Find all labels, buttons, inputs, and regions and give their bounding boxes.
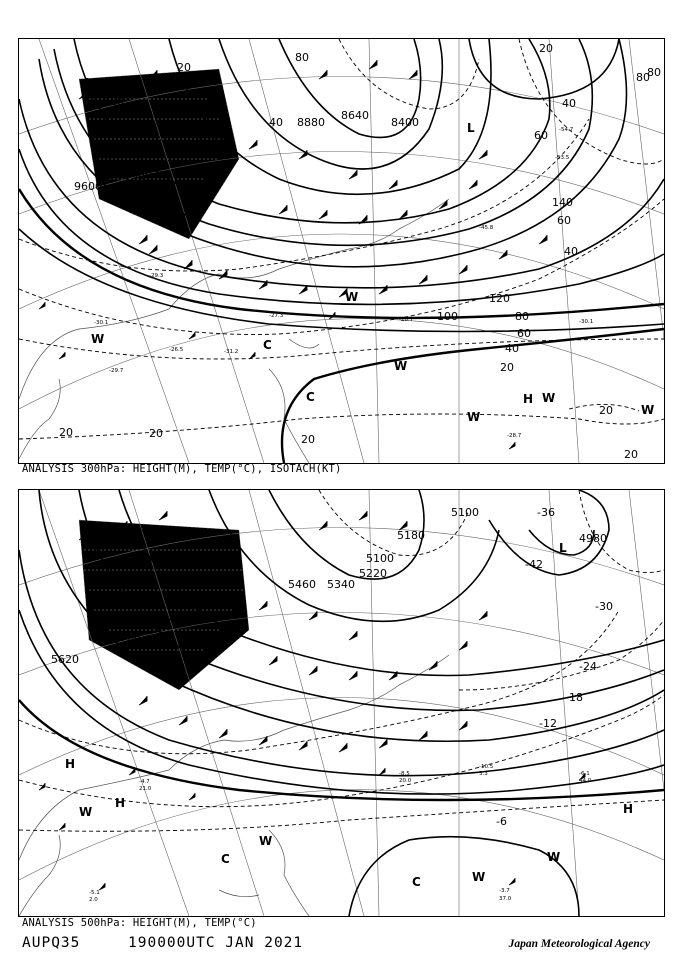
isotach-label-10: 100: [437, 310, 458, 323]
map-500hpa-canvas: [19, 490, 664, 916]
isotach-label-15: 20: [539, 42, 553, 55]
warm-center-symbol-0: W: [91, 332, 105, 346]
isotach-label-3: 80: [295, 51, 309, 64]
isotherm-label-1: -36: [537, 506, 555, 519]
cold-center-symbol-1: C: [306, 390, 315, 404]
temp-label-8: -28.7: [507, 433, 522, 439]
map-500hpa-caption: ANALYSIS 500hPa: HEIGHT(M), TEMP(°C): [22, 917, 257, 929]
warm-center-symbol-1: W: [259, 834, 273, 848]
height-label-4: 8640: [341, 109, 369, 122]
warm-center-symbol-5: W: [641, 403, 655, 417]
station-value-0: -8.5: [399, 771, 410, 777]
map-300hpa-canvas: [19, 39, 664, 463]
cold-center-symbol-1: C: [412, 875, 421, 889]
height-label-2: 9600: [74, 180, 102, 193]
station-value-9: 21.0: [139, 786, 152, 792]
station-value-8: -4.7: [139, 779, 150, 785]
warm-center-symbol-2: W: [472, 870, 486, 884]
high-center-symbol-2: H: [623, 802, 634, 816]
high-center-symbol: H: [523, 392, 534, 406]
isotach-label-5: 20: [177, 61, 191, 74]
temp-label-2: -45.8: [479, 225, 494, 231]
isotach-label-22: 20: [149, 427, 163, 440]
isotherm-label-0: -42: [525, 558, 543, 571]
height-label-3: 5340: [327, 578, 355, 591]
isotach-label-17: 140: [552, 196, 573, 209]
temp-label-6: -29.7: [109, 368, 124, 374]
isotach-label-1: 120: [103, 95, 124, 108]
temp-label-10: -27.3: [269, 313, 284, 319]
height-label-7: 5700: [113, 631, 141, 644]
low-center-symbol: L: [467, 121, 475, 135]
isotherm-label-2: -30: [595, 600, 613, 613]
isotach-label-4: 40: [269, 116, 283, 129]
high-center-symbol-1: H: [115, 796, 126, 810]
isotach-label-20: 80: [647, 66, 661, 79]
height-label-9: 5180: [397, 529, 425, 542]
map-300hpa: [18, 38, 665, 464]
station-value-10: -5.1: [89, 890, 100, 896]
temp-label-0: -54.7: [559, 127, 574, 133]
station-value-2: -10.5: [479, 764, 494, 770]
warm-center-symbol-3: W: [547, 850, 561, 864]
station-value-3: 3.3: [479, 771, 488, 777]
isotach-label-7: 60: [534, 129, 548, 142]
height-label-1: 5100: [366, 552, 394, 565]
isotach-label-9: 120: [489, 292, 510, 305]
station-value-6: -3.7: [499, 888, 510, 894]
isotach-label-13: 40: [505, 342, 519, 355]
valid-time: 190000UTC JAN 2021: [128, 935, 304, 951]
temp-label-4: -28.7: [399, 317, 414, 323]
warm-center-symbol-1: W: [345, 290, 359, 304]
station-plots: [89, 764, 592, 903]
coastlines: [19, 655, 449, 916]
isotach-label-19: 40: [564, 245, 578, 258]
height-label-1: 9360: [124, 169, 152, 182]
isotach-label-12: 60: [517, 327, 531, 340]
isotach-label-2: 100: [119, 126, 140, 139]
isotach-label-14: 20: [500, 361, 514, 374]
product-code: AUPQ35: [22, 935, 81, 951]
height-label-5: 5580: [204, 597, 232, 610]
temp-label-3: -29.3: [149, 273, 164, 279]
isotach-label-8: 80: [636, 71, 650, 84]
station-value-1: 20.0: [399, 778, 412, 784]
low-center-symbol: L: [559, 541, 567, 555]
isotach-label-21: 20: [59, 426, 73, 439]
isotherm-label-6: -6: [496, 815, 507, 828]
temp-label-1: -53.5: [555, 155, 570, 161]
station-value-4: -6.1: [579, 771, 590, 777]
height-label-4: 5460: [288, 578, 316, 591]
height-label-2: 5220: [359, 567, 387, 580]
station-value-11: 2.0: [89, 897, 98, 903]
isotach-label-16: 60: [557, 214, 571, 227]
isotach-label-11: 80: [515, 310, 529, 323]
height-label-5: 8400: [391, 116, 419, 129]
warm-center-symbol-2: W: [394, 359, 408, 373]
isotach-label-23: 20: [301, 433, 315, 446]
cold-center-symbol-0: C: [221, 852, 230, 866]
map-300hpa-caption: ANALYSIS 300hPa: HEIGHT(M), TEMP(°C), ISOTACH(KT): [22, 463, 342, 475]
isotach-label-18: 20: [599, 404, 613, 417]
height-label-0: 9120: [199, 131, 227, 144]
height-label-0: 5100: [451, 506, 479, 519]
isotherm-label-5: -12: [539, 717, 557, 730]
station-value-7: 37.0: [499, 896, 512, 902]
height-label-8: 4980: [579, 532, 607, 545]
isotherm-label-4: -18: [565, 691, 583, 704]
temp-label-11: -26.5: [169, 347, 184, 353]
isotach-label-6: 40: [562, 97, 576, 110]
temp-label-5: -30.1: [579, 319, 594, 325]
isotach-label-24: 20: [624, 448, 638, 461]
agency-name: Japan Meteorological Agency: [508, 938, 650, 950]
high-center-symbol-0: H: [65, 757, 76, 771]
height-label-3: 8880: [297, 116, 325, 129]
warm-center-symbol-4: W: [542, 391, 556, 405]
temp-label-7: -30.1: [94, 320, 109, 326]
height-label-6: 5620: [51, 653, 79, 666]
map-500hpa: [18, 489, 665, 917]
station-value-5: 44.0: [579, 778, 592, 784]
temp-label-9: -31.2: [224, 349, 239, 355]
cold-center-symbol-0: C: [263, 338, 272, 352]
warm-center-symbol-0: W: [79, 805, 93, 819]
warm-center-symbol-3: W: [467, 410, 481, 424]
isotherm-label-3: -24: [579, 660, 597, 673]
isotach-label-0: 140: [84, 76, 105, 89]
